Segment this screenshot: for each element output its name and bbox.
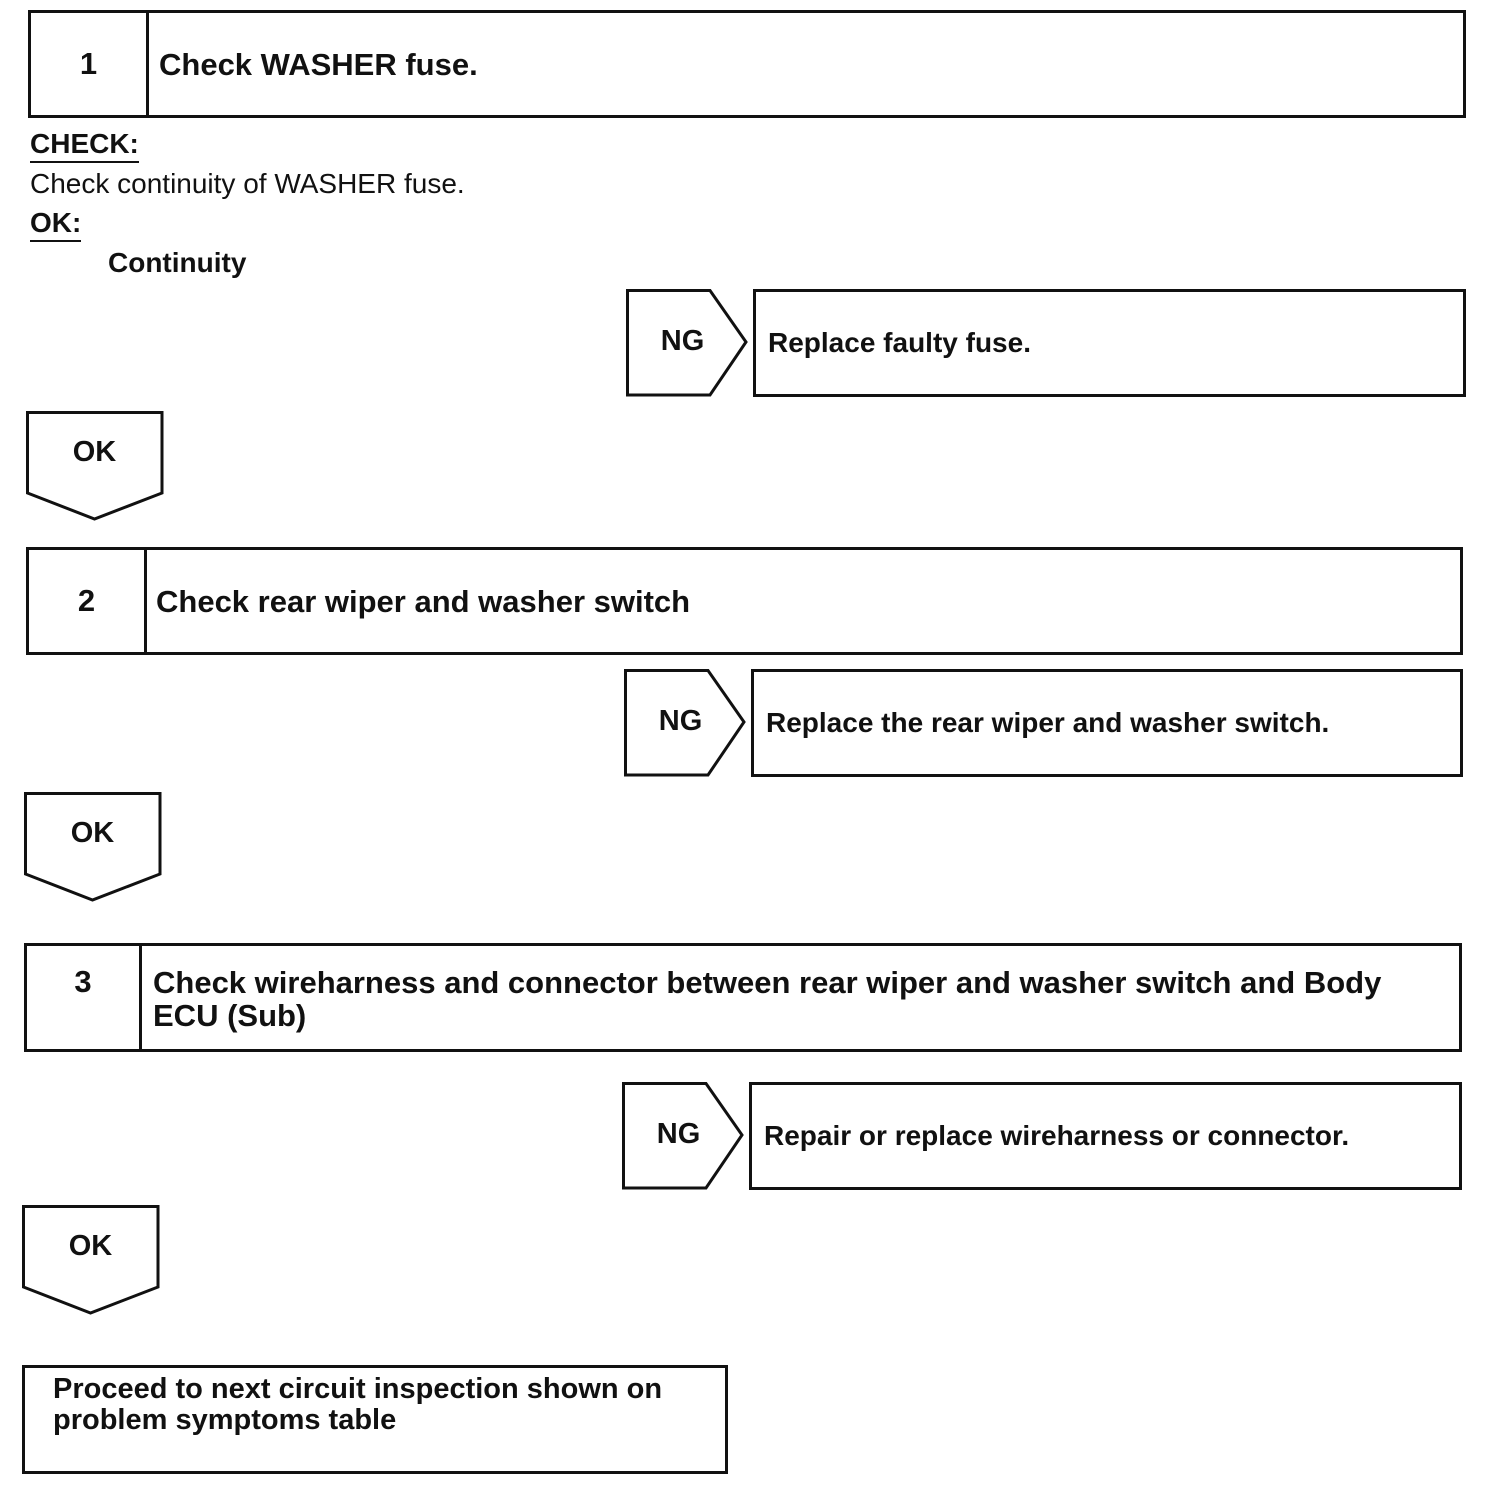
final-action-text: Proceed to next circuit inspection shown on problem symptoms table	[53, 1373, 663, 1436]
ok-label-3: OK	[68, 1230, 113, 1262]
ok-label-2: OK	[70, 817, 115, 849]
check-heading: CHECK:	[30, 128, 139, 163]
step-3-number: 3	[27, 946, 142, 1049]
step-1-title: Check WASHER fuse.	[159, 46, 478, 82]
ok-label-1: OK	[72, 436, 117, 468]
step-2-number: 2	[29, 550, 147, 652]
ok-heading: OK:	[30, 207, 81, 242]
ng-action-1: Replace faulty fuse.	[753, 289, 1466, 397]
ok-value: Continuity	[108, 247, 247, 278]
ng-action-2: Replace the rear wiper and washer switch.	[751, 669, 1463, 777]
ng-label-2: NG	[658, 705, 703, 737]
ng-action-3: Repair or replace wireharness or connector.	[749, 1082, 1462, 1190]
step-3-title: Check wireharness and connector between rear wiper and washer switch and Body ECU (Sub)	[153, 965, 1382, 1033]
step-3-box	[24, 943, 1462, 1052]
final-action-box	[22, 1365, 728, 1474]
step-2-box	[26, 547, 1463, 655]
step-2-title: Check rear wiper and washer switch	[156, 583, 691, 619]
step-1-box	[28, 10, 1466, 118]
check-text: Check continuity of WASHER fuse.	[30, 168, 465, 199]
ng-label-1: NG	[660, 325, 705, 357]
step-1-number: 1	[31, 13, 149, 115]
ng-label-3: NG	[656, 1118, 701, 1150]
